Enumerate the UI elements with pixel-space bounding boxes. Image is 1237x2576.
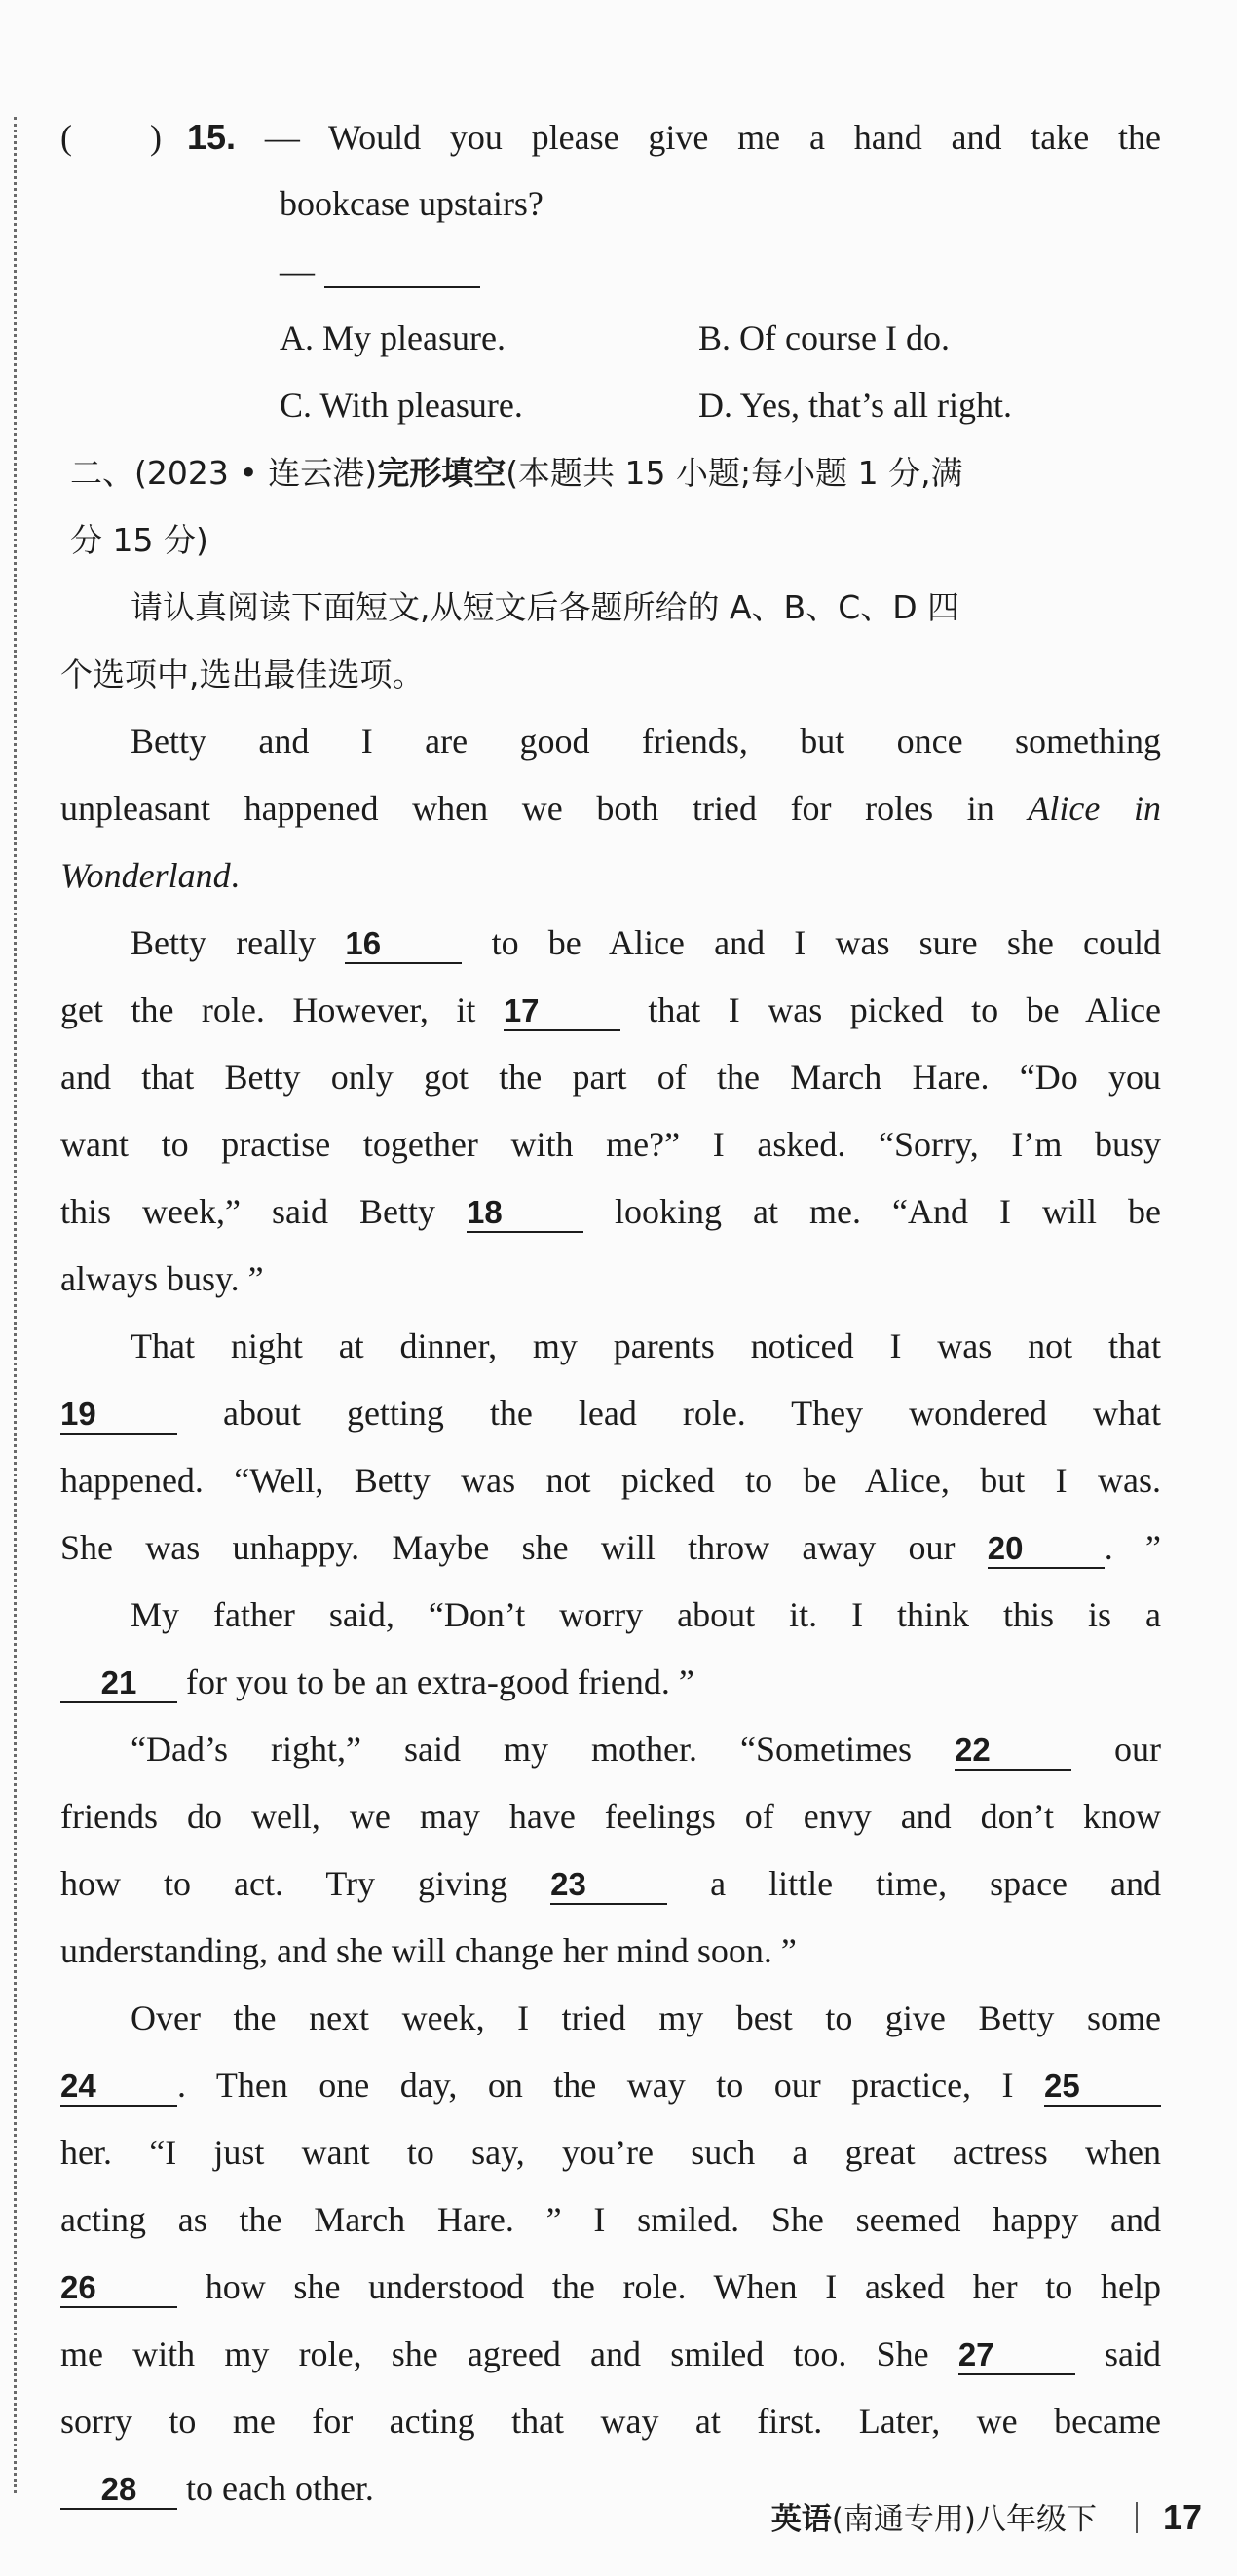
q15-stem-line-2: bookcase upstairs? [280, 184, 544, 223]
blank-21[interactable]: 21 [60, 1664, 177, 1703]
blank-27[interactable]: 27 [958, 2336, 1075, 2375]
book-title: Wonderland [60, 856, 231, 895]
blank-19[interactable]: 19 [60, 1396, 177, 1435]
question-stem: — Would you please give me a hand and take the [264, 118, 1162, 157]
blank-28[interactable]: 28 [60, 2471, 177, 2510]
passage-line: acting as the March Hare. ” I smiled. She seemed happy and [60, 2200, 1161, 2239]
blank-23[interactable]: 23 [550, 1866, 667, 1905]
passage-line: Wonderland. [60, 856, 240, 895]
page-number: 17 [1162, 2497, 1202, 2537]
option-c[interactable]: C. With pleasure. [280, 386, 523, 425]
section-heading [0, 439, 1161, 506]
q15-answer-line: — [60, 238, 1161, 305]
passage-line: 26 how she understood the role. When I asked her to help [60, 2267, 1162, 2306]
passage-line: always busy. ” [60, 1259, 264, 1298]
answer-paren[interactable]: ( ) [60, 118, 162, 157]
passage-line: happened. “Well, Betty was not picked to be Alice, but I was. [60, 1461, 1161, 1500]
passage-line: 24 . Then one day, on the way to our practice, I 25 [60, 2052, 1161, 2119]
passage-line: Over the next week, I tried my best to give Betty some [131, 1998, 1161, 2037]
passage-line: My father said, “Don’t worry about it. I think this is a [131, 1595, 1161, 1634]
passage-line: sorry to me for acting that way at first. Later, we became [60, 2402, 1161, 2441]
section-prefix: 二、(2023 • 连云港) [70, 454, 378, 492]
section-heading-line-2: 分 15 分) [70, 521, 208, 559]
passage-line: Betty and I are good friends, but once something [131, 722, 1161, 761]
blank-22[interactable]: 22 [955, 1732, 1071, 1771]
instruction-line-1: 请认真阅读下面短文,从短文后各题所给的 A、B、C、D 四 [131, 588, 960, 626]
blank-20[interactable]: 20 [988, 1530, 1105, 1569]
passage-line: She was unhappy. Maybe she will throw away our 20 . ” [60, 1528, 1161, 1567]
footer-subject: 英语 [770, 2502, 832, 2537]
answer-blank [324, 243, 480, 288]
passage-line: friends do well, we may have feelings of envy and don’t know [60, 1797, 1161, 1836]
passage-line: this week,” said Betty 18 looking at me. “And I will be [60, 1192, 1162, 1231]
blank-16[interactable]: 16 [345, 925, 462, 964]
footer-grade: 八年级下 [975, 2502, 1097, 2537]
footer-edition: (南通专用) [831, 2502, 976, 2537]
passage-line: me with my role, she agreed and smiled too. She 27 said [60, 2334, 1162, 2373]
passage-line: That night at dinner, my parents noticed I was not that [131, 1326, 1161, 1365]
blank-26[interactable]: 26 [60, 2269, 177, 2308]
option-d[interactable]: D. Yes, that’s all right. [698, 386, 1013, 425]
page-footer [771, 2488, 1202, 2547]
blank-18[interactable]: 18 [467, 1194, 583, 1233]
option-a[interactable]: A. My pleasure. [280, 318, 506, 357]
passage-line: 21 for you to be an extra-good friend. ” [60, 1649, 1161, 1716]
option-b[interactable]: B. Of course I do. [698, 318, 950, 357]
question-number: 15. [187, 117, 237, 157]
passage-line: 28 to each other. [60, 2455, 1161, 2522]
section-title: 完形填空 [377, 454, 506, 492]
blank-17[interactable]: 17 [504, 992, 620, 1031]
passage-line: her. “I just want to say, you’re such a great actress when [60, 2133, 1161, 2172]
passage-line: want to practise together with me?” I asked. “Sorry, I’m busy [60, 1125, 1161, 1164]
passage-line: “Dad’s right,” said my mother. “Sometimes 22 our [131, 1730, 1161, 1769]
book-title: Alice in [1028, 789, 1162, 828]
passage-line: understanding, and she will change her mind soon. ” [60, 1931, 797, 1970]
passage-line: how to act. Try giving 23 a little time, space and [60, 1864, 1162, 1903]
passage-line: and that Betty only got the part of the March Hare. “Do you [60, 1058, 1161, 1097]
instruction-line-2: 个选项中,选出最佳选项。 [60, 655, 425, 693]
q15-stem-line-1 [60, 103, 1161, 170]
passage-line: Betty really 16 to be Alice and I was sure she could [131, 923, 1162, 962]
section-info: (本题共 15 小题;每小题 1 分,满 [506, 454, 963, 492]
q15-options-row-2 [60, 372, 1161, 439]
footer-divider [1136, 2502, 1138, 2533]
q15-options-row-1 [60, 305, 1161, 372]
passage-line: 19 about getting the lead role. They wondered what [60, 1394, 1161, 1433]
passage-line: get the role. However, it 17 that I was picked to be Alice [60, 990, 1162, 1029]
passage-line: unpleasant happened when we both tried for roles in Alice in [60, 789, 1162, 828]
blank-25[interactable]: 25 [1044, 2068, 1161, 2107]
blank-24[interactable]: 24 [60, 2068, 177, 2107]
page-content [60, 103, 1161, 2522]
